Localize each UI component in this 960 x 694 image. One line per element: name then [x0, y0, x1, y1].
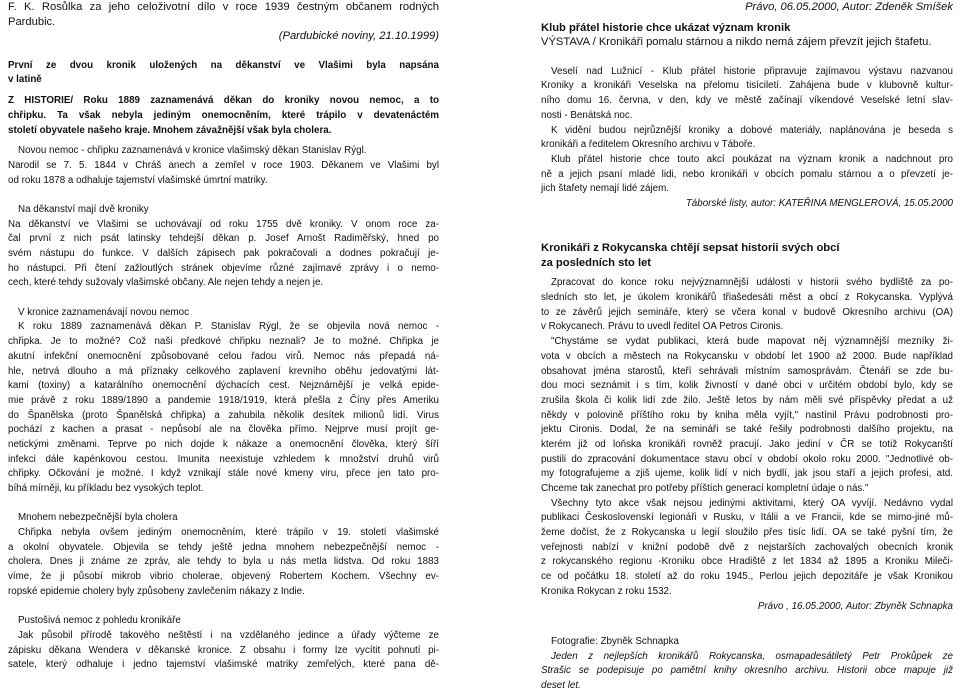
right-text-line: kronikáři a ředitelem Okresního archivu v Táboře. — [541, 139, 756, 151]
right-text-line: Kronika Rokycan z roku 1532. — [541, 585, 672, 597]
left-text-line: chřipka. Je to možné? Což naši předkové chřipku neznali? Je to možné. Chřipka je — [8, 336, 439, 348]
right-text-line: Táborské listy, autor: KATEŘINA MENGLEROVÁ, 15.05.2000 — [685, 197, 953, 209]
left-text-line: infekci dále kapénkovou cestou. Imunita neexistuje vzhledem k množství druhů virů — [8, 453, 439, 465]
left-text-line: cech, které tehdy sužovaly vlašimské občany. Ale nejen tehdy a nejen je. — [8, 277, 324, 289]
right-text-line: pustili do zpracování dokumentace stavu obcí v období okolo roku 2000. "Jednotlivé ob- — [541, 453, 953, 465]
right-text-line: "Chystáme se vydat publikaci, která bude mapovat něj významnější mezníky ži- — [551, 336, 953, 348]
left-text-line: Novou nemoc - chřipku zaznamenává v kronice vlašimský děkan Stanislav Rýgl. — [18, 145, 367, 157]
right-text-line: z rokycanského regionu -Kroniku obce Hradiště z let 1834 až 1895 a Kroniku Mileči- — [541, 556, 953, 568]
left-text-line: od roku 1878 a odhaluje tajemství vlašimské úmrtní matriky. — [8, 174, 268, 186]
left-text-line: Chřipka nebyla ovšem jediným onemocněním, které trápilo v 19. století vlašimské — [18, 527, 439, 539]
left-text-line: netickými změnami. Teprve po nich dojde k nákaze a onemocnění člověka, který šíří — [8, 438, 439, 450]
left-text-line: V kronice zaznamenávají novou nemoc — [18, 306, 189, 318]
left-text-line: Narodil se 7. 5. 1844 v Chráš anech a zemřel v roce 1903. Děkanem ve Vlašimi byl — [8, 159, 439, 171]
right-text-line: někdy v polovině příštího roku by kniha měla vyjít," nastínil Právu podrobnosti pro- — [541, 409, 953, 421]
left-text-line: v latině — [8, 74, 42, 86]
right-text-line: dou moci seznámit i s tím, kolik živností v dané obci v určitém období bylo, kdy se — [541, 380, 953, 392]
left-text-line: mie právě z roku 1889/1890 a pandemie 1918/1919, která přešla z Číny přes Ameriku — [8, 394, 439, 406]
left-text-line: chřipky. Očkování je možné. I když vznikají stále nové kmeny viru, přece jen tato pro- — [8, 468, 439, 480]
left-text-line: pochází z kachen a prasat - nepůsobí ale na člověka přímo. Nejprve musí projít ge- — [8, 424, 439, 436]
left-text-line: kami (toxiny) a katarálního onemocnění dýchacích cest. Nejznámější je velká epide- — [8, 380, 439, 392]
left-text-line: a okolní obyvatele. Objevila se tehdy ještě jedna mnohem nebezpečnější nemoc - — [8, 541, 439, 553]
left-text-line — [8, 291, 439, 306]
left-text-line — [8, 600, 439, 615]
left-text-line: chřipku. Ta však nebyla jediným onemocněním, které trápilo v devatenáctém — [8, 109, 439, 121]
left-text-line — [8, 188, 439, 203]
left-text-line: ho nástupci. Při čtení zažloutlých stránek objevíme různé zajímavé zprávy i o nemo- — [8, 262, 439, 274]
right-text-line: Chceme tak zanechat pro potřeby příštích generací kompletní údaje o nás." — [541, 483, 869, 494]
right-text-line: Právo , 16.05.2000, Autor: Zbyněk Schnapka — [757, 600, 953, 612]
right-text-line: Klub přátel historie chce touto akcí poukázat na význam kronik a nadchnout pro — [551, 153, 953, 165]
left-text-line: do Španělska (proto Španělská chřipka) a zahubila několik desítek milionů lidí. Virus — [8, 409, 439, 421]
right-text-line: publikaci Československí legionáři v Rusku, v Itálii a ve Francii, kde se mimo-jiné mů- — [541, 512, 953, 524]
left-text-line: K roku 1889 zaznamenává děkan P. Stanislav Rýgl, že se objevila nová nemoc - — [18, 321, 439, 333]
right-text-line: VÝSTAVA / Kronikáři pomalu stárnou a nikdo nemá zájem převzít jejich štafetu. — [541, 36, 932, 49]
right-text-line: K vidění budou nejrůznější kroniky a dobové materiály, naplánována je beseda s — [551, 124, 953, 136]
left-text-line: cholera. Dnes ji známe ze zpráv, ale tehdy to byla u nás metla lidstva. Od roku 1883 — [8, 556, 439, 568]
right-text-line: za posledních sto let — [541, 256, 652, 269]
left-text-line: svém nástupu do funkce. V dalších zápisech pak pokračovali a dodnes pokračují je- — [8, 248, 439, 259]
right-text-line: veřejnosti nabízí v knižní podobě dvě z nejstarších zachovalých obecních kronik — [541, 541, 953, 553]
left-text-line: (Pardubické noviny, 21.10.1999) — [278, 30, 439, 43]
right-text-line: v Rokycanech. Právu to uvedl ředitel OA Petros Cironis. — [541, 321, 784, 333]
left-text-line: Pustošivá nemoc z pohledu kronikáře — [18, 615, 181, 627]
right-text-line: Fotografie: Zbyněk Schnapka — [551, 635, 679, 647]
right-text-line — [541, 226, 953, 241]
right-text-line: Kronikáři z Rokycanska chtějí sepsat historii svých obcí — [541, 242, 840, 254]
left-column — [8, 0, 439, 673]
right-text-line: Právo, 06.05.2000, Autor: Zdeněk Smíšek — [745, 1, 953, 13]
right-text-line: vota v obcích a městech na Rokycansku v období let 1900 až 2000. Bude například — [541, 350, 953, 362]
right-text-line: zrušila škola či kolik lidí zde žilo. Ještě letos by nám měli své příspěvky předat a už — [541, 394, 953, 406]
right-text-line — [541, 614, 953, 629]
right-text-line: ně a jejich psaní mladé lidi, nebo kronikáři v obcích pomalu stárnou a o převzetí je- — [541, 168, 953, 180]
left-text-line: hle, netrvá dlouho a má příznaky celkového zaplavení krevního oběhu jedovatými lát- — [8, 365, 439, 377]
left-text-line: bíhá mírněji, ku příkladu bez vysokých teplot. — [8, 483, 204, 494]
left-text-line: F. K. Rosůlka za jeho celoživotní dílo v roce 1939 čestným občanem rodných — [8, 1, 439, 13]
left-text-line: čal první z nich psát latinsky tehdejší děkan p. Josef Arnošt Radiměřský, hned po — [8, 233, 439, 245]
left-text-line: Na děkanství ve Vlašimi se uchovávají od roku 1755 dvě kroniky. V onom roce za- — [8, 218, 439, 230]
left-text-line: zápisku děkana Wendera v děkanské kronice. Z obsahu i formy lze vycítit pohnutí pi- — [8, 644, 439, 656]
left-text-line — [8, 497, 439, 512]
right-text-line: žeme dočíst, že z Rokycanska u legií sloužilo přes tisíc lidí. OA se také pyšní tím, že — [541, 527, 953, 539]
right-text-line: Kroniky a kronikáři Veselska na přelomu tisíciletí. Zahájena bude v klubovně kultur- — [541, 80, 953, 92]
left-text-line — [8, 44, 439, 59]
right-text-line: obsahovat jména starostů, kteří sehrávali místním samosprávám. Čtenáři se zde bu- — [541, 365, 953, 377]
right-text-line: my fotografujeme a zjiš ujeme, kolik lidí v nich bydlí, jak jsou staří a jejich profesi, atd. — [541, 468, 953, 480]
right-text-line — [541, 50, 953, 65]
right-text-line — [541, 212, 953, 227]
right-text-line: jich štafety nemají lidé zájem. — [541, 183, 669, 195]
right-text-line: jektu Cironis. Dodal, že na semináři se také řešily podrobnosti dalšího projektu, na — [541, 424, 953, 436]
right-text-line: deset let. — [541, 679, 581, 691]
left-text-line: Pardubic. — [8, 15, 56, 28]
right-text-line: sledních sto let, je úkolem kronikářů třiašedesáti měst a obcí z Rokycanska. Vyplývá — [541, 292, 953, 304]
right-text-line: Klub přátel historie chce ukázat význam kronik — [541, 21, 791, 34]
left-text-line: První ze dvou kronik uložených na děkanství ve Vlašimi byla napsána — [8, 59, 439, 71]
right-text-line: nosti - Benátská noc. — [541, 109, 633, 121]
right-text-line: to ze závěrů jejich semináře, který se včera konal v budově Okresního archivu (OA) — [541, 306, 953, 318]
right-text-line: Všechny tyto akce však nejsou jedinými aktivitami, který OA vyvíjí. Nedávno vydal — [551, 497, 953, 509]
right-text-line: Jeden z nejlepších kronikářů Rokycanska, osmapadesátiletý Petr Prokůpek ze — [551, 650, 953, 662]
left-text-line: satele, který odhaluje i jedno tajemství vlašimské matriky zemřelých, které pana dě- — [8, 659, 439, 671]
right-text-line: ce od počátku 18. století až do roku 1945., Perlou jejich depozitáře je však Kronikou — [541, 571, 953, 583]
left-text-line: Na děkanství mají dvě kroniky — [18, 203, 149, 215]
left-text-line: Mnohem nebezpečnější byla cholera — [18, 512, 178, 524]
right-text-line: Zpracovat do konce roku nejvýznamnější události v historii svého bydliště za po- — [551, 277, 953, 289]
left-text-line: víme, že ji působí mikrob vibrio cholerae, objevený Robertem Kochem. Všechny ev- — [8, 571, 439, 583]
right-text-line: Strašic se podepisuje po pamětní knihy okresního archivu. Historii obce mapuje již — [541, 665, 953, 677]
left-text-line: Z HISTORIE/ Roku 1889 zaznamenává děkan do kroniky novou nemoc, a to — [8, 95, 439, 107]
left-text-line: akutní infekční onemocnění způsobované celou řadou virů. Nemoc nás přepadá ná- — [8, 350, 439, 362]
right-text-line: ního domu 16. června, v den, kdy ve městě začínají víkendové Veselské letní slav- — [541, 95, 953, 107]
left-text-line: století obyvatele našeho kraje. Mnohem závažnější však byla cholera. — [8, 124, 332, 136]
right-column — [541, 0, 953, 694]
right-text-line: kterém již od loňska kronikáři rovněž pracují. Jako jediní v ČR se totiž Rokycanští — [541, 438, 953, 450]
right-text-line: Veselí nad Lužnicí - Klub přátel historie připravuje zajímavou výstavu nazvanou — [551, 65, 953, 77]
left-text-line: ropské epidemie cholery byly způsobeny zavlečením nákazy z Indie. — [8, 585, 305, 597]
left-text-line: Jak působil přírodě takového neštěstí i na vzdělaného jedince a úřady výčteme ze — [18, 629, 439, 641]
